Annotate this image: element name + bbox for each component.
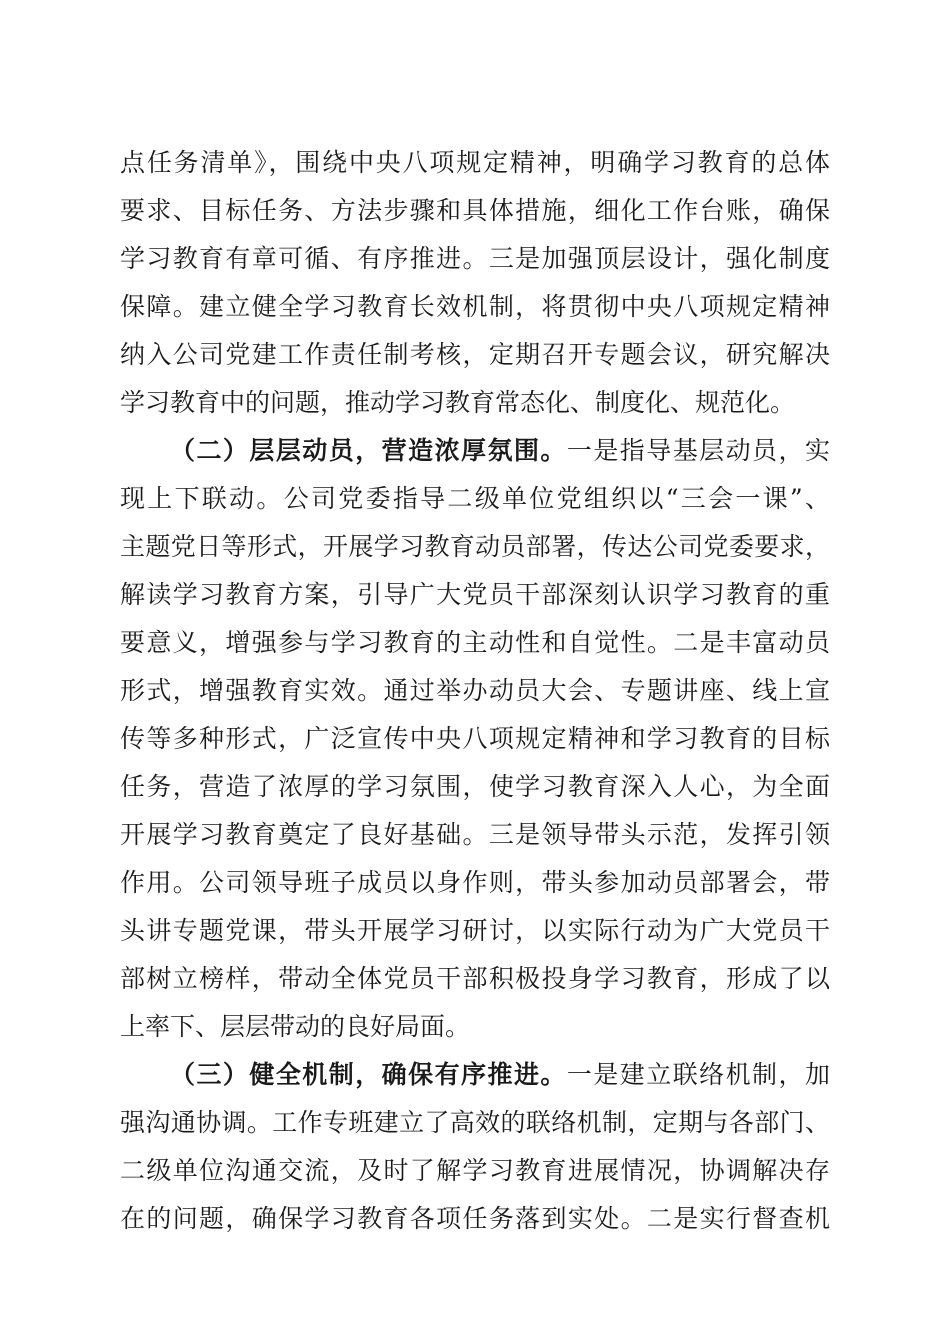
- text-line: 传等多种形式，广泛宣传中央八项规定精神和学习教育的目标: [120, 724, 830, 753]
- text-line: 在的问题，确保学习教育各项任务落到实处。二是实行督查机: [120, 1204, 830, 1233]
- text-line: 作用。公司领导班子成员以身作则，带头参加动员部署会，带: [120, 868, 830, 897]
- text-line: 二级单位沟通交流，及时了解学习教育进展情况，协调解决存: [120, 1156, 830, 1185]
- text-line: 要求、目标任务、方法步骤和具体措施，细化工作台账，确保: [120, 196, 830, 225]
- text-line: 上率下、层层带动的良好局面。: [120, 1012, 471, 1041]
- text-run: 一是指导基层动员，实: [566, 436, 830, 465]
- text-line: 头讲专题党课，带头开展学习研讨，以实际行动为广大党员干: [120, 916, 830, 945]
- text-line: 学习教育有章可循、有序推进。三是加强顶层设计，强化制度: [120, 244, 830, 273]
- text-line: 解读学习教育方案，引导广大党员干部深刻认识学习教育的重: [120, 580, 830, 609]
- paragraph-1: [120, 139, 830, 427]
- text-line: 点任务清单》，围绕中央八项规定精神，明确学习教育的总体: [120, 148, 830, 177]
- text-line: 强沟通协调。工作专班建立了高效的联络机制，定期与各部门、: [120, 1108, 830, 1137]
- text-run: 一是建立联络机制，加: [566, 1060, 830, 1089]
- text-line: 形式，增强教育实效。通过举办动员大会、专题讲座、线上宣: [120, 676, 830, 705]
- paragraph-3: [120, 1051, 830, 1243]
- text-line: 开展学习教育奠定了良好基础。三是领导带头示范，发挥引领: [120, 820, 830, 849]
- section-heading: （三）健全机制，确保有序推进。: [170, 1060, 567, 1089]
- paragraph-first-line: [120, 427, 830, 475]
- text-line: 任务，营造了浓厚的学习氛围，使学习教育深入人心，为全面: [120, 772, 830, 801]
- paragraph-2: [120, 427, 830, 1051]
- section-heading: （二）层层动员，营造浓厚氛围。: [170, 436, 567, 465]
- text-line: 部树立榜样，带动全体党员干部积极投身学习教育，形成了以: [120, 964, 830, 993]
- text-line: 学习教育中的问题，推动学习教育常态化、制度化、规范化。: [120, 388, 796, 417]
- text-line: 主题党日等形式，开展学习教育动员部署，传达公司党委要求，: [120, 532, 830, 561]
- paragraph-first-line: [120, 1051, 830, 1099]
- text-line: 现上下联动。公司党委指导二级单位党组织以“三会一课”、: [120, 484, 830, 513]
- document-body: [120, 139, 830, 1243]
- text-line: 纳入公司党建工作责任制考核，定期召开专题会议，研究解决: [120, 340, 830, 369]
- text-line: 保障。建立健全学习教育长效机制，将贯彻中央八项规定精神: [120, 292, 830, 321]
- text-line: 要意义，增强参与学习教育的主动性和自觉性。二是丰富动员: [120, 628, 830, 657]
